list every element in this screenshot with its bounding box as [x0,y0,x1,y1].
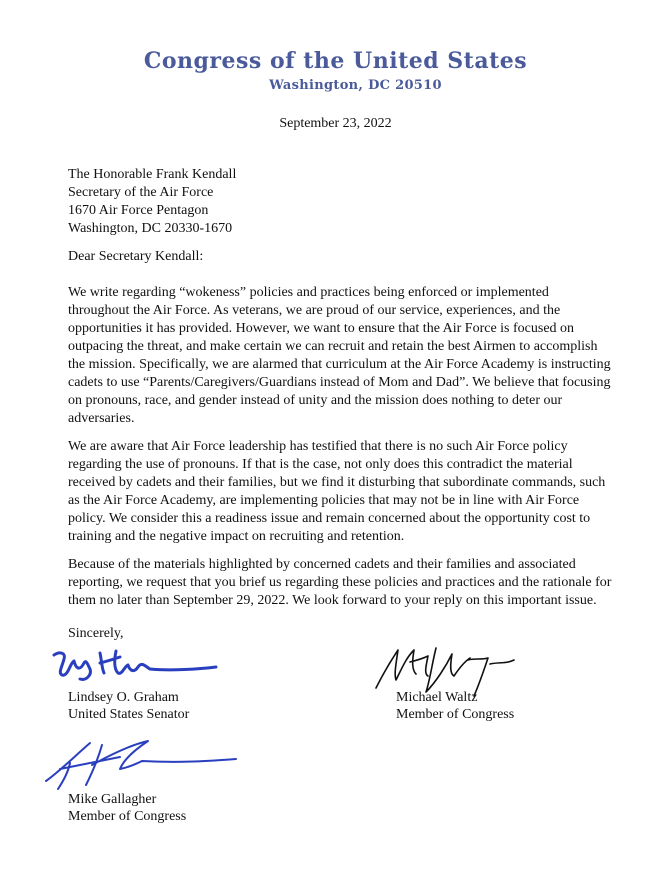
recipient-street: 1670 Air Force Pentagon [68,203,209,218]
body-paragraph-2: We are aware that Air Force leadership has testified that there is no such Air Force policy regarding the use of pronouns. If that is the case, not only does this contradict the material received by cadets and their families, but we find it disturbing that subordinate commands, such as the Air Force Academy, are implementing policies that may not be in line with Air Force policy. We consider this a readiness issue and remain concerned about the opportunity cost to training and the negative impact on recruiting and retention. [68,439,606,544]
letterhead-address: Washington, DC 20510 [269,78,442,93]
recipient-name: The Honorable Frank Kendall [68,167,237,182]
body-paragraph-1: We write regarding “wokeness” policies and practices being enforced or implemented throughout the Air Force. As veterans, we are proud of our service, experiences, and the opportunities it has provided. However, we want to ensure that the Air Force is focused on outpacing the threat, and make certain we can recruit and retain the best Airmen to accomplish the mission. Specifically, we are alarmed that curriculum at the Air Force Academy is instructing cadets to use “Parents/Caregivers/Guardians instead of Mom and Dad”. We believe that focusing on pronouns, race, and gender instead of unity and the mission does nothing to deter our adversaries. [68,285,611,426]
waltz-title: Member of Congress [396,707,515,722]
gallagher-name: Mike Gallagher [68,792,157,807]
recipient-address [68,166,613,238]
recipient-city: Washington, DC 20330-1670 [68,221,233,236]
letter-date: September 23, 2022 [279,116,392,131]
graham-signature [50,645,220,685]
waltz-name: Michael Waltz [396,690,478,705]
closing: Sincerely, [68,626,124,641]
recipient-title: Secretary of the Air Force [68,185,214,200]
graham-name: Lindsey O. Graham [68,690,179,705]
graham-title: United States Senator [68,707,190,722]
letterhead-title: Congress of the United States [143,48,528,74]
gallagher-title: Member of Congress [68,809,187,824]
salutation: Dear Secretary Kendall: [68,249,204,264]
body-paragraph-3: Because of the materials highlighted by concerned cadets and their families and associated reporting, we request that you brief us regarding these policies and practices and the rationale for them no later than September 29, 2022. We look forward to your reply on this important issue. [68,557,612,608]
gallagher-signature [40,735,240,795]
